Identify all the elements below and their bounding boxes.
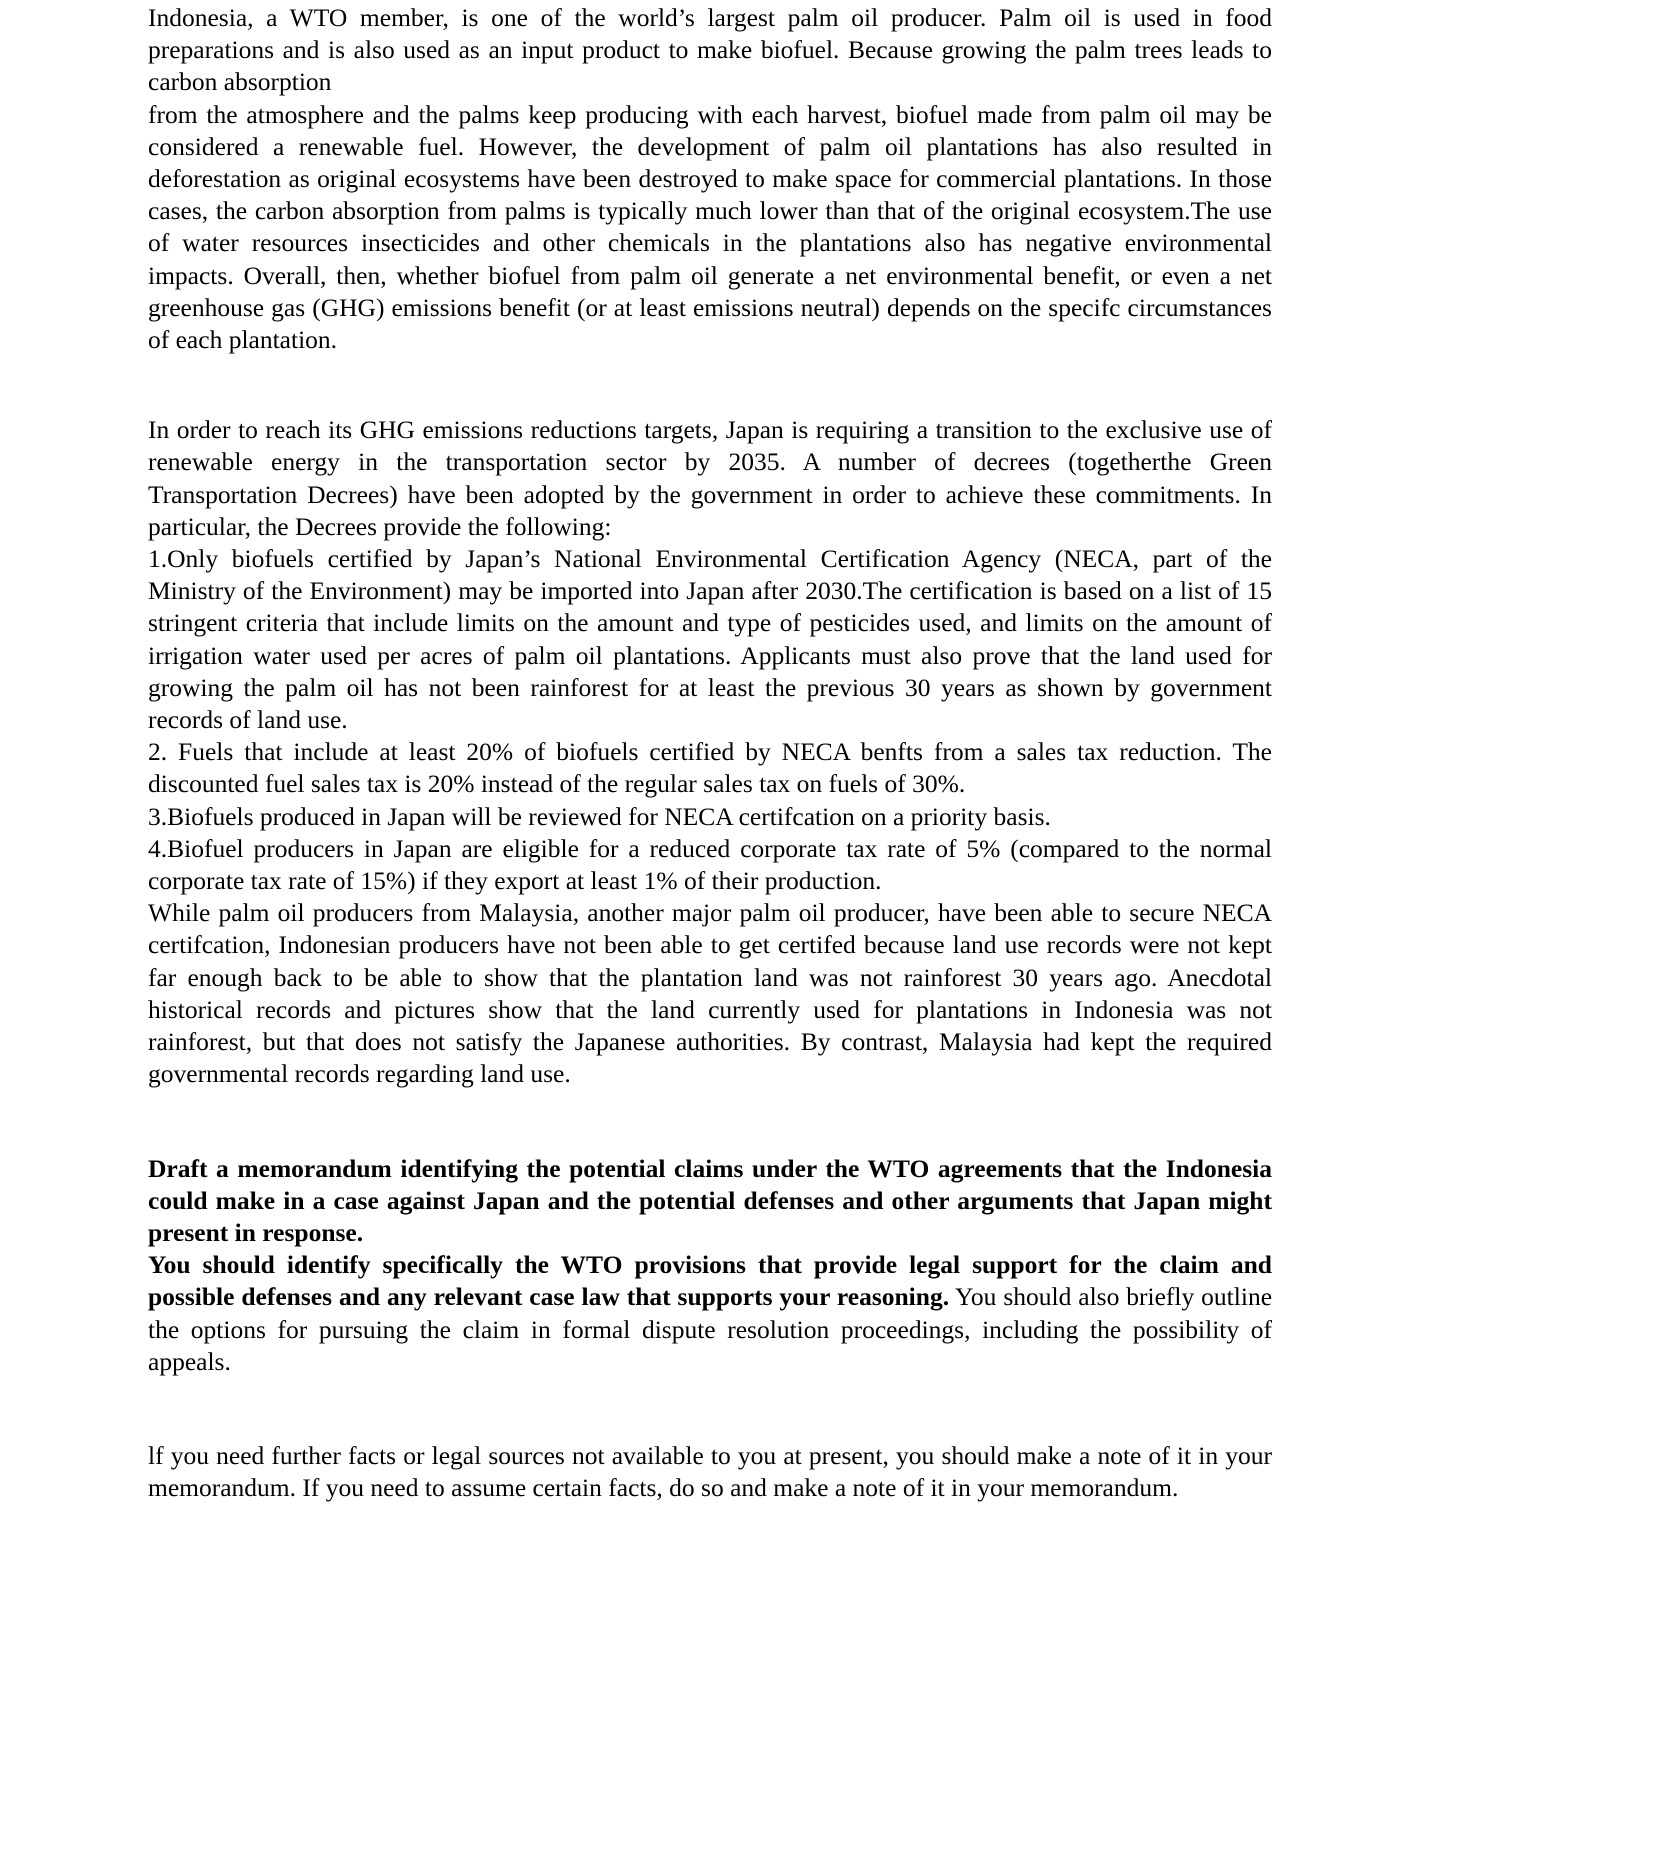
list-item-3: 3.Biofuels produced in Japan will be reviewed for NECA certifcation on a priority basis. [148, 801, 1051, 831]
paragraph-background-1: Indonesia, a WTO member, is one of the world’s largest palm oil producer. Palm oil is used in food preparations and is also used as an input product to make biofuel. Because growing the palm trees leads to carbon absorption [148, 3, 1272, 97]
paragraph-task-identify [148, 1249, 1272, 1378]
document-body [148, 2, 1272, 1504]
list-item-4: 4.Biofuel producers in Japan are eligible for a reduced corporate tax rate of 5% (compared to the normal corporate tax rate of 15%) if they export at least 1% of their production. [148, 833, 1272, 896]
list-item-2: 2. Fuels that include at least 20% of biofuels certified by NECA benfts from a sales tax reduction. The discounted fuel sales tax is 20% instead of the regular sales tax on fuels of 30%. [148, 737, 1272, 799]
paragraph-assumptions: lf you need further facts or legal sources not available to you at present, you should make a note of it in your memorandum. If you need to assume certain facts, do so and make a note of it in your memorandum. [148, 1440, 1272, 1503]
paragraph-gap-3 [148, 1378, 1272, 1440]
paragraph-background-2: from the atmosphere and the palms keep producing with each harvest, biofuel made from palm oil may be considered a renewable fuel. However, the development of palm oil plantations has also resulted in deforestation as original ecosystems have been destroyed to make space for commercial plantations. In those cases, the carbon absorption from palms is typically much lower than that of the original ecosystem.The use of water resources insecticides and other chemicals in the plantations also has negative environmental impacts. Overall, then, whether biofuel from palm oil generate a net environmental benefit, or even a net greenhouse gas (GHG) emissions benefit (or at least emissions neutral) depends on the specifc circumstances of each plantation. [148, 99, 1272, 355]
task-identify-bold-clause: You should identify specifically the WTO provisions that provide legal support for the claim and possible defenses and any relevant case law that supports your reasoning. [148, 1250, 1272, 1312]
paragraph-malaysia-indonesia: While palm oil producers from Malaysia, another major palm oil producer, have been able to secure NECA certifcation, Indonesian producers have not been able to get certifed because land use records were not kept far enough back to be able to show that the plantation land was not rainforest 30 years ago. Anecdotal historical records and pictures show that the land currently used for plantations in Indonesia was not rainforest, but that does not satisfy the Japanese authorities. By contrast, Malaysia had kept the required governmental records regarding land use. [148, 898, 1272, 1089]
paragraph-japan-decrees-intro: In order to reach its GHG emissions reductions targets, Japan is requiring a transition to the exclusive use of renewable energy in the transportation sector by 2035. A number of decrees (togetherthe Green Transportation Decrees) have been adopted by the government in order to achieve these commitments. In particular, the Decrees provide the following: [148, 415, 1272, 541]
paragraph-gap-2 [148, 1091, 1272, 1153]
list-item-1: 1.Only biofuels certified by Japan’s National Environmental Certification Agency (NECA, part of the Ministry of the Environment) may be imported into Japan after 2030.The certification is based on a list of 15 stringent criteria that include limits on the amount and type of pesticides used, and limits on the amount of irrigation water used per acres of palm oil plantations. Applicants must also prove that the land used for growing the palm oil has not been rainforest for at least the previous 30 years as shown by government records of land use. [148, 544, 1272, 735]
paragraph-gap-1 [148, 356, 1272, 414]
paragraph-task-draft: Draft a memorandum identifying the potential claims under the WTO agreements that the Indonesia could make in a case against Japan and the potential defenses and other arguments that Japan might present in response. [148, 1153, 1272, 1247]
task-identify-normal-clause: You should also briefly outline the options for pursuing the claim in formal dispute resolution proceedings, including the possibility of appeals. [148, 1282, 1273, 1376]
